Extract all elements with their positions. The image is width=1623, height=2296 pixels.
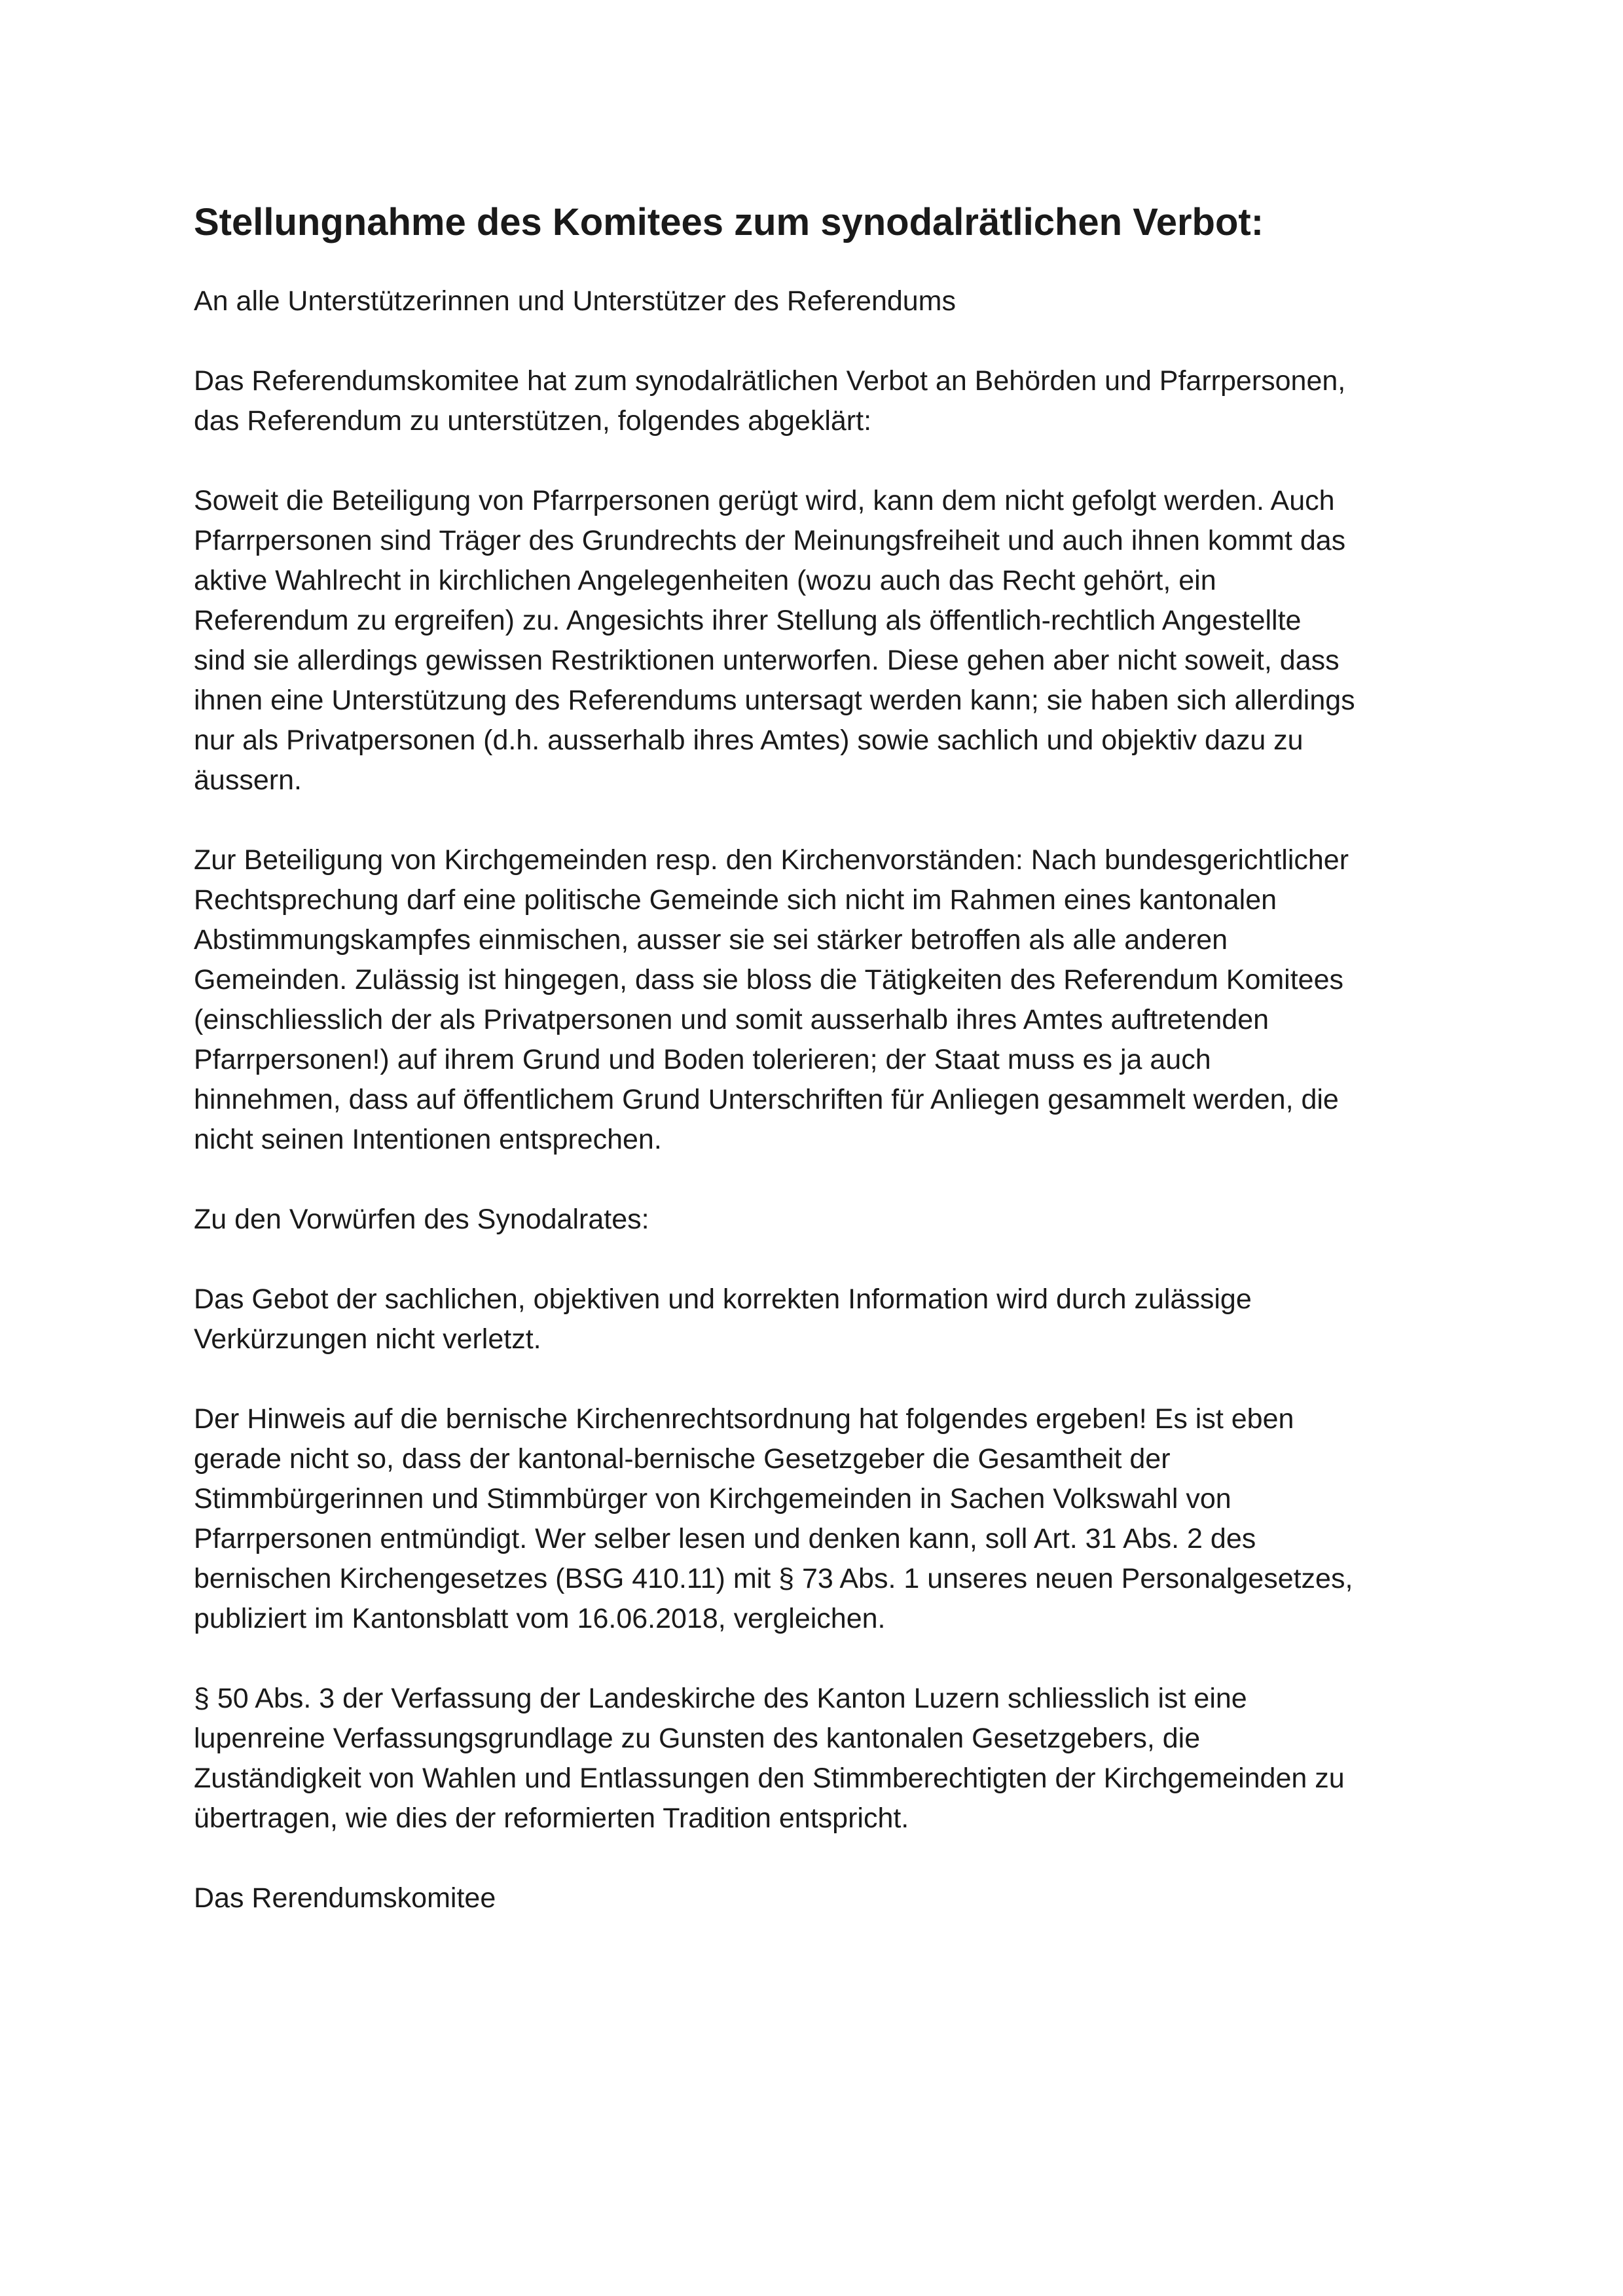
text-line: Referendum zu ergreifen) zu. Angesichts ihrer Stellung als öffentlich-rechtlich Angestellte <box>194 605 1302 636</box>
text-line: Zu den Vorwürfen des Synodalrates: <box>194 1204 649 1235</box>
document-body <box>194 196 1457 1918</box>
text-line: Soweit die Beteiligung von Pfarrpersonen gerügt wird, kann dem nicht gefolgt werden. Auch <box>194 485 1335 516</box>
text-line: sind sie allerdings gewissen Restriktionen unterworfen. Diese gehen aber nicht soweit, dass <box>194 645 1340 676</box>
document-title: Stellungnahme des Komitees zum synodalrätlichen Verbot: <box>194 201 1264 243</box>
text-line: Abstimmungskampfes einmischen, ausser sie sei stärker betroffen als alle anderen <box>194 924 1228 956</box>
text-line: Das Rerendumskomitee <box>194 1882 496 1914</box>
text-line: Rechtsprechung darf eine politische Gemeinde sich nicht im Rahmen eines kantonalen <box>194 884 1277 916</box>
text-line: Verkürzungen nicht verletzt. <box>194 1323 541 1355</box>
text-line: Der Hinweis auf die bernische Kirchenrechtsordnung hat folgendes ergeben! Es ist eben <box>194 1403 1294 1435</box>
text-line: Pfarrpersonen entmündigt. Wer selber lesen und denken kann, soll Art. 31 Abs. 2 des <box>194 1523 1256 1554</box>
text-line: lupenreine Verfassungsgrundlage zu Gunsten des kantonalen Gesetzgebers, die <box>194 1723 1201 1754</box>
text-line: bernischen Kirchengesetzes (BSG 410.11) mit § 73 Abs. 1 unseres neuen Personalgesetzes, <box>194 1563 1353 1594</box>
text-line: aktive Wahlrecht in kirchlichen Angelegenheiten (wozu auch das Recht gehört, ein <box>194 565 1216 596</box>
text-line: übertragen, wie dies der reformierten Tradition entspricht. <box>194 1803 909 1834</box>
pfarrpersonen-paragraph <box>194 481 1457 800</box>
text-line: Stimmbürgerinnen und Stimmbürger von Kirchgemeinden in Sachen Volkswahl von <box>194 1483 1231 1515</box>
text-line: Zuständigkeit von Wahlen und Entlassungen den Stimmberechtigten der Kirchgemeinden zu <box>194 1763 1345 1794</box>
text-line: das Referendum zu unterstützen, folgendes abgeklärt: <box>194 405 872 437</box>
text-line: nur als Privatpersonen (d.h. ausserhalb ihres Amtes) sowie sachlich und objektiv dazu zu <box>194 725 1304 756</box>
text-line: Zur Beteiligung von Kirchgemeinden resp. den Kirchenvorständen: Nach bundesgerichtlicher <box>194 844 1349 876</box>
intro-paragraph <box>194 361 1457 441</box>
text-line: Pfarrpersonen!) auf ihrem Grund und Boden tolerieren; der Staat muss es ja auch <box>194 1044 1211 1075</box>
text-line: Pfarrpersonen sind Träger des Grundrechts der Meinungsfreiheit und auch ihnen kommt das <box>194 525 1346 556</box>
text-line: Das Referendumskomitee hat zum synodalrätlichen Verbot an Behörden und Pfarrpersonen, <box>194 365 1346 397</box>
verfassung-paragraph <box>194 1679 1457 1839</box>
information-paragraph <box>194 1280 1457 1359</box>
text-line: ihnen eine Unterstützung des Referendums untersagt werden kann; sie haben sich allerdings <box>194 685 1355 716</box>
text-line: nicht seinen Intentionen entsprechen. <box>194 1124 662 1155</box>
text-line: § 50 Abs. 3 der Verfassung der Landeskirche des Kanton Luzern schliesslich ist eine <box>194 1683 1247 1714</box>
text-line: Gemeinden. Zulässig ist hingegen, dass sie bloss die Tätigkeiten des Referendum Komitees <box>194 964 1344 996</box>
text-line: publiziert im Kantonsblatt vom 16.06.2018, vergleichen. <box>194 1603 886 1634</box>
text-line: gerade nicht so, dass der kantonal-bernische Gesetzgeber die Gesamtheit der <box>194 1443 1171 1475</box>
bernische-kirchenrecht-paragraph <box>194 1399 1457 1639</box>
kirchgemeinden-paragraph <box>194 840 1457 1160</box>
text-line: An alle Unterstützerinnen und Unterstützer des Referendums <box>194 285 957 317</box>
text-line: (einschliesslich der als Privatpersonen und somit ausserhalb ihres Amtes auftretenden <box>194 1004 1269 1035</box>
text-line: hinnehmen, dass auf öffentlichem Grund Unterschriften für Anliegen gesammelt werden, die <box>194 1084 1339 1115</box>
text-line: Das Gebot der sachlichen, objektiven und korrekten Information wird durch zulässige <box>194 1283 1252 1315</box>
salutation <box>194 281 1457 321</box>
text-line: äussern. <box>194 764 302 796</box>
vorwuerfe-heading <box>194 1200 1457 1240</box>
signature <box>194 1878 1457 1918</box>
